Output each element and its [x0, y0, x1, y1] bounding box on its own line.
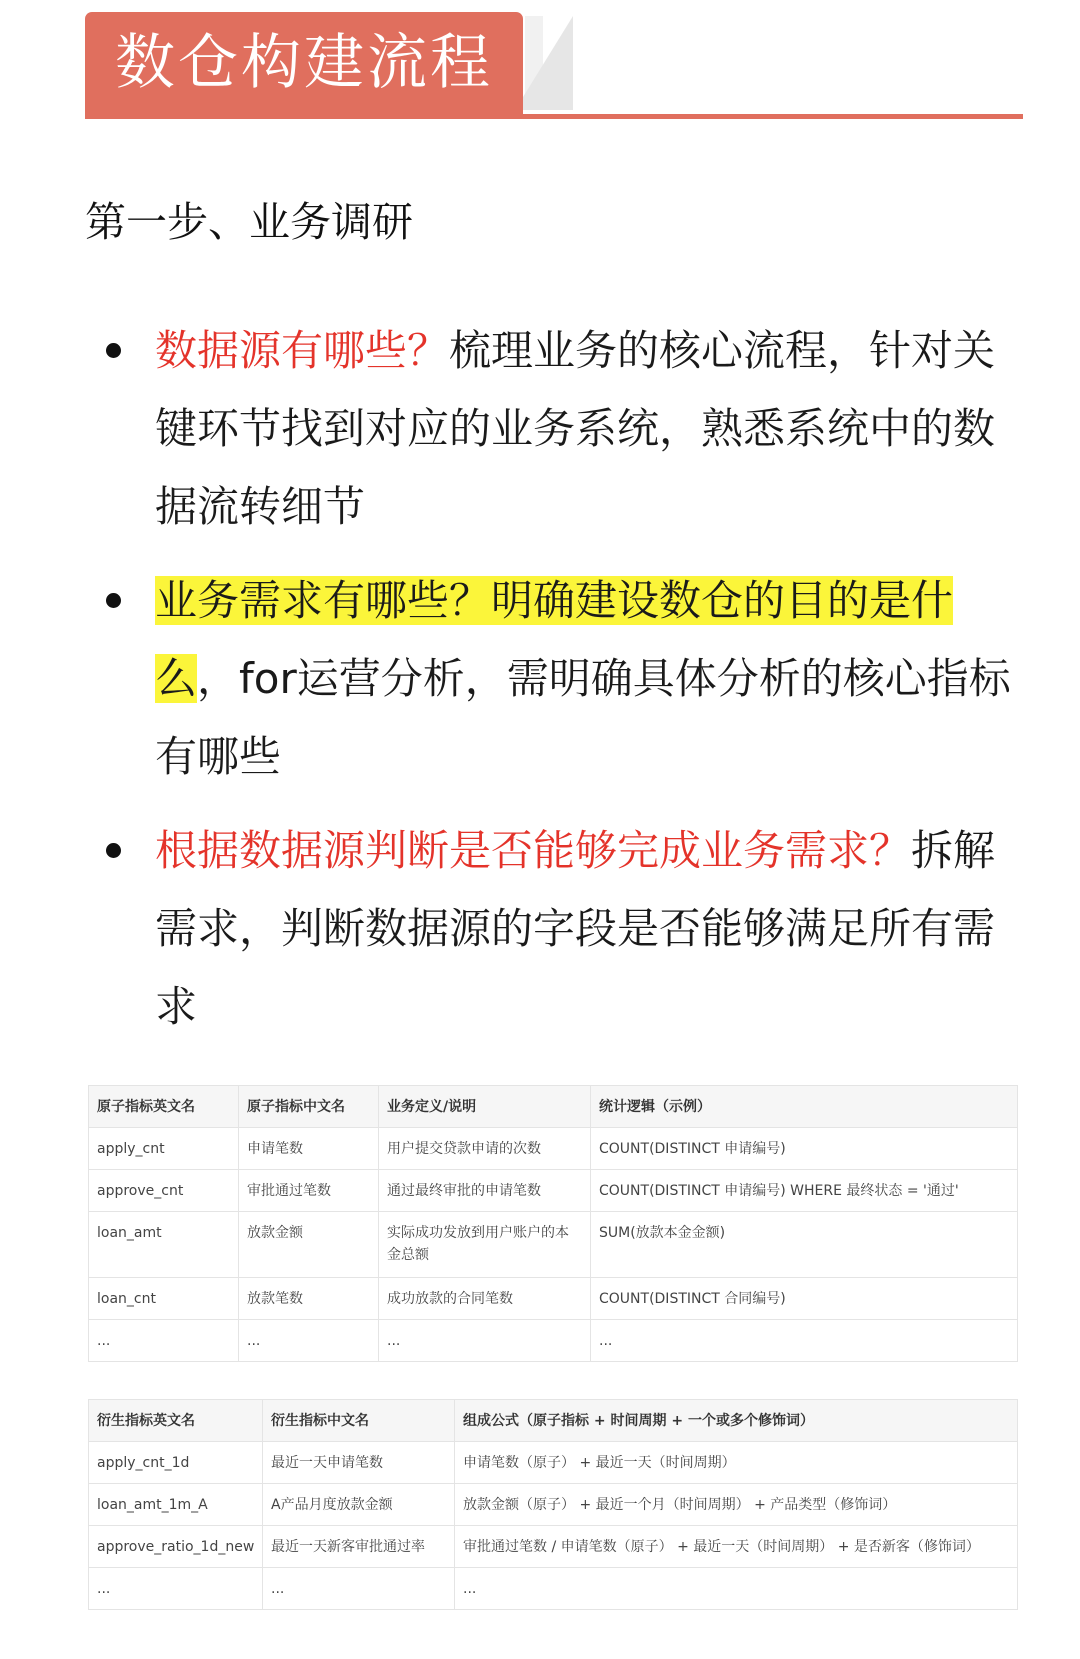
table-header-cell: 原子指标中文名 [239, 1086, 379, 1128]
table-cell: ... [239, 1320, 379, 1362]
table-cell: COUNT(DISTINCT 合同编号) [591, 1278, 1018, 1320]
table-cell: 申请笔数 [239, 1128, 379, 1170]
table-cell: 审批通过笔数 [239, 1170, 379, 1212]
table-header-cell: 组成公式（原子指标 + 时间周期 + 一个或多个修饰词） [455, 1400, 1018, 1442]
table-header-cell: 衍生指标中文名 [263, 1400, 455, 1442]
table-cell: 成功放款的合同笔数 [379, 1278, 591, 1320]
table-row [89, 1320, 1018, 1362]
table-cell: ... [591, 1320, 1018, 1362]
bullet-list [103, 312, 1033, 1046]
table-cell: COUNT(DISTINCT 申请编号) [591, 1128, 1018, 1170]
table-row [89, 1526, 1018, 1568]
table-cell: SUM(放款本金金额) [591, 1212, 1018, 1278]
bullet-lead-highlighted: 业务需求有哪些？明确建设数仓的目的是什么 [155, 576, 954, 703]
table-row [89, 1170, 1018, 1212]
bullet-dot-icon [106, 593, 121, 608]
title-banner [85, 12, 523, 114]
section-heading: 第一步、业务调研 [85, 198, 413, 246]
table-row [89, 1278, 1018, 1320]
page-title: 数仓构建流程 [115, 28, 493, 98]
table-cell: loan_amt_1m_A [89, 1484, 263, 1526]
bullet-lead: 数据源有哪些？ [155, 326, 450, 375]
table-cell: 最近一天申请笔数 [263, 1442, 455, 1484]
table-cell: A产品月度放款金额 [263, 1484, 455, 1526]
table-cell: 实际成功发放到用户账户的本金总额 [379, 1212, 591, 1278]
table-row [89, 1484, 1018, 1526]
table-cell: apply_cnt [89, 1128, 239, 1170]
bullet-item [103, 562, 1033, 796]
table-header-cell: 业务定义/说明 [379, 1086, 591, 1128]
table-cell: ... [89, 1568, 263, 1610]
table-cell: ... [379, 1320, 591, 1362]
table-cell: 放款笔数 [239, 1278, 379, 1320]
table-header-cell: 衍生指标英文名 [89, 1400, 263, 1442]
table-cell: 用户提交贷款申请的次数 [379, 1128, 591, 1170]
bullet-lead: 根据数据源判断是否能够完成业务需求？ [155, 826, 912, 875]
table-cell: 审批通过笔数 / 申请笔数（原子） + 最近一天（时间周期） + 是否新客（修饰词） [455, 1526, 1018, 1568]
table-cell: 最近一天新客审批通过率 [263, 1526, 455, 1568]
table-cell: loan_cnt [89, 1278, 239, 1320]
table-cell: approve_ratio_1d_new [89, 1526, 263, 1568]
table-row [89, 1568, 1018, 1610]
table-cell: 申请笔数（原子） + 最近一天（时间周期） [455, 1442, 1018, 1484]
bullet-rest: 梳理业务的核心流程，针对关键环节找到对应的业务系统，熟悉系统中的数据流转细节 [155, 326, 996, 531]
bullet-rest: 拆解需求，判断数据源的字段是否能够满足所有需求 [155, 826, 996, 1031]
table-cell: ... [89, 1320, 239, 1362]
bullet-dot-icon [106, 343, 121, 358]
table-cell: COUNT(DISTINCT 申请编号) WHERE 最终状态 = '通过' [591, 1170, 1018, 1212]
table-cell: 放款金额 [239, 1212, 379, 1278]
table-cell: ... [455, 1568, 1018, 1610]
banner-underline [85, 114, 1023, 119]
banner-shadow-triangle [515, 16, 573, 110]
bullet-item [103, 812, 1033, 1046]
table-cell: approve_cnt [89, 1170, 239, 1212]
table-header-row [89, 1400, 1018, 1442]
table-row [89, 1212, 1018, 1278]
derived-metrics-table [88, 1399, 1018, 1610]
bullet-dot-icon [106, 843, 121, 858]
table-cell: apply_cnt_1d [89, 1442, 263, 1484]
table-header-cell: 统计逻辑（示例） [591, 1086, 1018, 1128]
table-row [89, 1128, 1018, 1170]
table-cell: loan_amt [89, 1212, 239, 1278]
table-row [89, 1442, 1018, 1484]
table-cell: 通过最终审批的申请笔数 [379, 1170, 591, 1212]
atomic-metrics-table [88, 1085, 1018, 1362]
bullet-text [155, 812, 1033, 1046]
bullet-text [155, 562, 1033, 796]
table-header-cell: 原子指标英文名 [89, 1086, 239, 1128]
bullet-text [155, 312, 1033, 546]
table-cell: ... [263, 1568, 455, 1610]
table-cell: 放款金额（原子） + 最近一个月（时间周期） + 产品类型（修饰词） [455, 1484, 1018, 1526]
table-header-row [89, 1086, 1018, 1128]
bullet-item [103, 312, 1033, 546]
bullet-rest: ，for运营分析，需明确具体分析的核心指标有哪些 [155, 654, 1011, 781]
